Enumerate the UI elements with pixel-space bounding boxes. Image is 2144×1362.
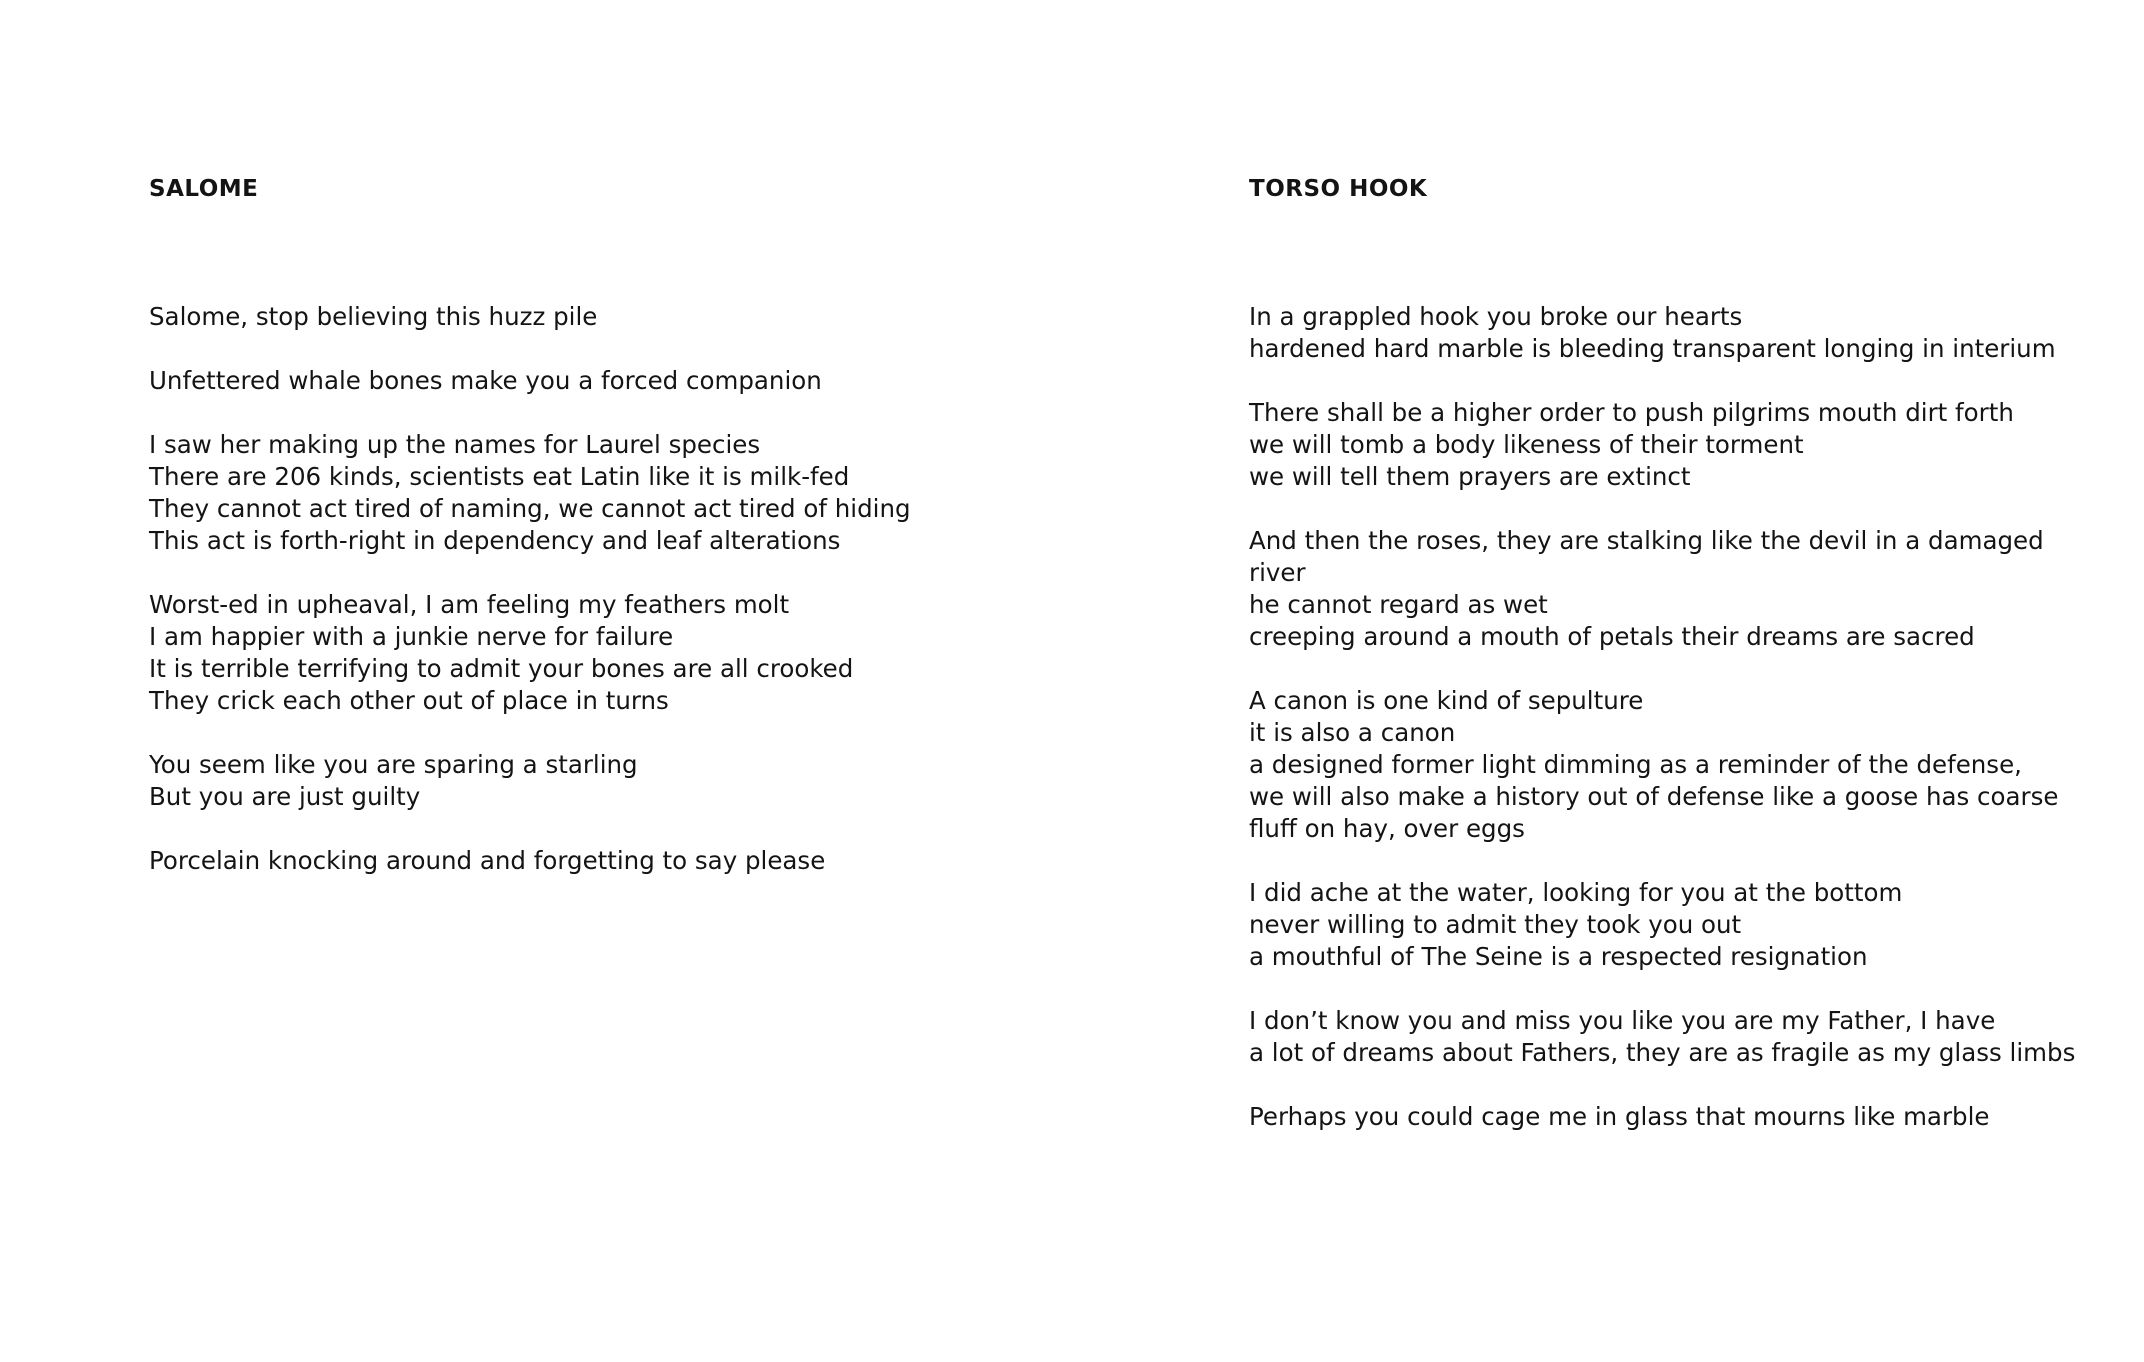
stanza <box>1249 397 2109 493</box>
poem-line: river <box>1249 558 1306 587</box>
poem-line: a mouthful of The Seine is a respected resignation <box>1249 942 1868 971</box>
poem-line: You seem like you are sparing a starling <box>149 750 638 779</box>
stanza <box>1249 1101 2109 1133</box>
poem-line: a designed former light dimming as a reminder of the defense, <box>1249 750 2022 779</box>
poem-line: And then the roses, they are stalking like the devil in a damaged <box>1249 526 2044 555</box>
poem-line: Worst-ed in upheaval, I am feeling my feathers molt <box>149 590 790 619</box>
poem-line: But you are just guilty <box>149 782 421 811</box>
stanza <box>1249 301 2109 365</box>
stanza <box>149 845 1149 877</box>
poem-line: we will tomb a body likeness of their torment <box>1249 430 1804 459</box>
poem-line: never willing to admit they took you out <box>1249 910 1742 939</box>
poem-line: he cannot regard as wet <box>1249 590 1548 619</box>
poem-line: hardened hard marble is bleeding transparent longing in interium <box>1249 334 2056 363</box>
stanza <box>149 749 1149 813</box>
poem-line: I did ache at the water, looking for you at the bottom <box>1249 878 1903 907</box>
poem-line: I am happier with a junkie nerve for failure <box>149 622 674 651</box>
stanza <box>149 301 1149 333</box>
stanza <box>149 429 1149 557</box>
poem-line: They crick each other out of place in turns <box>149 686 669 715</box>
poem-body <box>1249 301 2109 1165</box>
poem-line: There shall be a higher order to push pilgrims mouth dirt forth <box>1249 398 2014 427</box>
stanza <box>1249 1005 2109 1069</box>
poem-line: Unfettered whale bones make you a forced companion <box>149 366 822 395</box>
poem-line: A canon is one kind of sepulture <box>1249 686 1644 715</box>
poem-title: SALOME <box>149 176 259 202</box>
stanza <box>1249 525 2109 653</box>
poem-line: I don’t know you and miss you like you are my Father, I have <box>1249 1006 1996 1035</box>
poem-line: Perhaps you could cage me in glass that mourns like marble <box>1249 1102 1990 1131</box>
stanza <box>1249 685 2109 845</box>
poem-line: we will also make a history out of defense like a goose has coarse <box>1249 782 2059 811</box>
stanza <box>149 365 1149 397</box>
stanza <box>149 589 1149 717</box>
poem-line: fluff on hay, over eggs <box>1249 814 1525 843</box>
poem-line: I saw her making up the names for Laurel species <box>149 430 761 459</box>
poem-body <box>149 301 1149 909</box>
poem-line: creeping around a mouth of petals their dreams are sacred <box>1249 622 1975 651</box>
stanza <box>1249 877 2109 973</box>
poem-line: They cannot act tired of naming, we cannot act tired of hiding <box>149 494 911 523</box>
poem-line: Salome, stop believing this huzz pile <box>149 302 598 331</box>
poem-line: This act is forth-right in dependency and leaf alterations <box>149 526 841 555</box>
poem-line: In a grappled hook you broke our hearts <box>1249 302 1743 331</box>
poem-title: TORSO HOOK <box>1249 176 1428 202</box>
poem-line: a lot of dreams about Fathers, they are as fragile as my glass limbs <box>1249 1038 2076 1067</box>
poem-line: Porcelain knocking around and forgetting to say please <box>149 846 826 875</box>
poem-line: it is also a canon <box>1249 718 1456 747</box>
poem-line: There are 206 kinds, scientists eat Latin like it is milk-fed <box>149 462 850 491</box>
poem-line: we will tell them prayers are extinct <box>1249 462 1691 491</box>
poem-line: It is terrible terrifying to admit your bones are all crooked <box>149 654 854 683</box>
